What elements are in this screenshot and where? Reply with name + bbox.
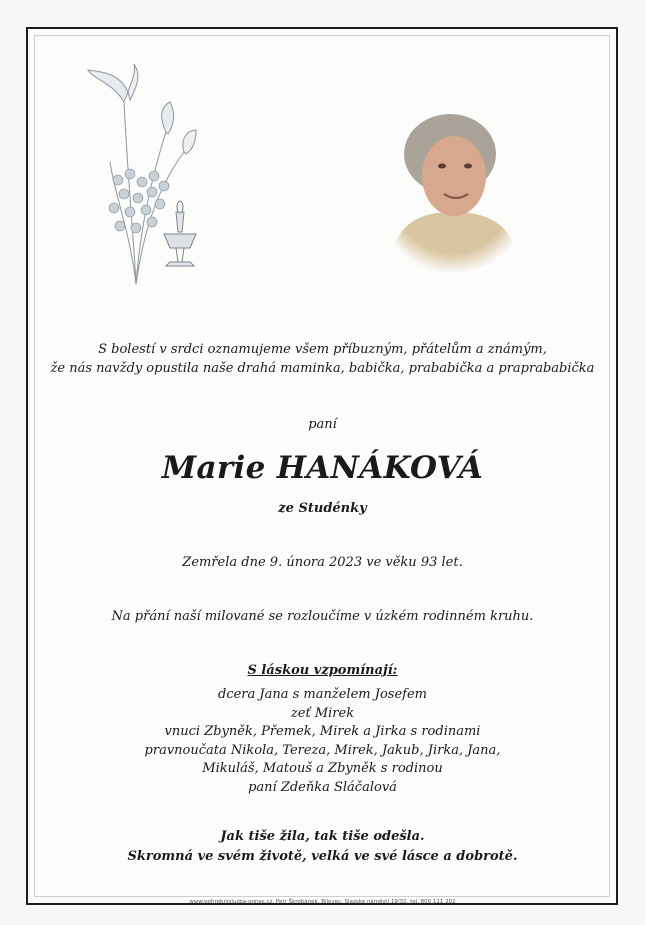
motto-line: Jak tiše žila, tak tiše odešla. [220,829,425,844]
death-notice: Zemřela dne 9. února 2023 ve věku 93 let. [182,555,463,570]
family-line: Mikuláš, Matouš a Zbyněk s rodinou [202,761,443,776]
family-line: zeť Mirek [290,705,355,721]
remember-heading: S láskou vzpomínají: [247,663,398,678]
intro-text [0,340,645,378]
family-list [0,686,645,797]
origin-text: ze Studénky [278,501,367,516]
deceased-name: Marie HANÁKOVÁ [161,450,484,486]
footer-imprint: www.pohrebnisluzba-ognes.cz, Petr Škrobánek, Bílovec, Slezské náměstí 19/32, tel. 800 111 202 [189,899,456,905]
salutation: paní [308,417,337,432]
family-line: paní Zdeňka Sláčalová [248,779,397,795]
motto-line: Skromná ve svém životě, velká ve své lásce a dobrotě. [127,849,518,864]
family-line: dcera Jana s manželem Josefem [218,687,427,702]
farewell-notice: Na přání naší milované se rozloučíme v úzkém rodinném kruhu. [111,609,534,624]
family-line: vnuci Zbyněk, Přemek, Mirek a Jirka s rodinami [164,724,481,739]
lily-bouquet-lamp-icon [84,62,216,288]
family-line: pravnoučata Nikola, Tereza, Mirek, Jakub, Jirka, Jana, [144,742,501,758]
motto [0,827,645,867]
portrait-photo [378,104,528,274]
intro-line: že nás navždy opustila naše drahá maminka, babička, prababička a praprababička [50,361,595,376]
intro-line: S bolestí v srdci oznamujeme všem příbuzným, přátelům a známým, [98,342,547,357]
